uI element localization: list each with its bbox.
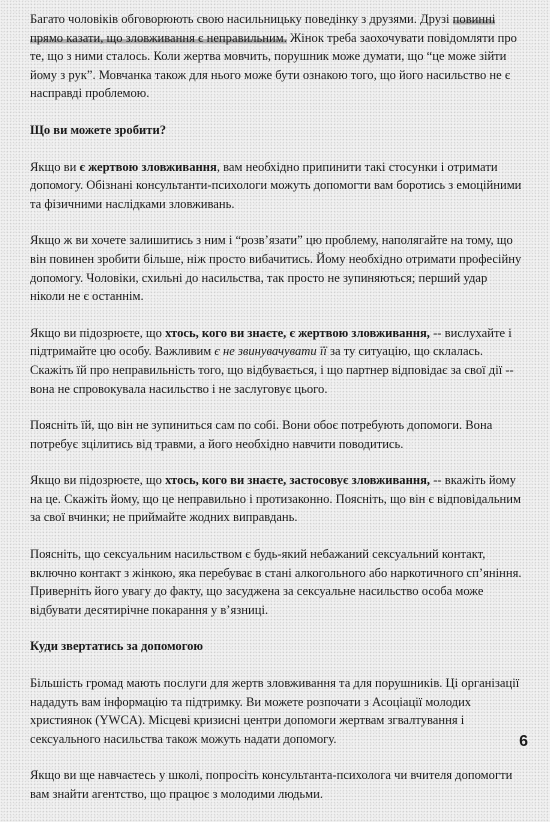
paragraph-text: -- вислухайте і підтримайте цю особу. Важливим (30, 325, 512, 359)
paragraph-victim (30, 158, 522, 214)
paragraph-text: Якщо ви (30, 159, 80, 174)
paragraph-stay: Якщо ж ви хочете залишитись з ним і “розв’язати” цю проблему, наполягайте на тому, що він повинен зробити більше, ніж просто вибачитись. Йому необхідно отримати професійну допомогу. Чоловіки, схильні до насильства, так просто не зупиняються; перший удар ніколи не є останнім. (30, 233, 522, 304)
highlighted-text: повинні прямо казати, що зловживання є неправильним. (30, 12, 496, 45)
emphasis-text: хтось, кого ви знаєте, є жертвою зловживання, (165, 325, 430, 340)
emphasis-text: хтось, кого ви знаєте, застосовує зловживання, (165, 473, 431, 488)
paragraph-text: за ту ситуацію, що склалась. Скажіть їй про неправильність того, що відбувається, і що партнер відповідає за свої дії -- вона не спровокувала насильство і не заслуговує цього. (30, 344, 514, 396)
paragraph-text: Якщо ви підозрюєте, що (30, 473, 166, 488)
paragraph-text: Жінок треба заохочувати повідомляти про те, що з ними сталось. Коли жертва мовчить, порушник може думати, що “це може зійти йому з рук”. Мовчанка також для нього може бути ознакою того, що його насильство не є насправді проблемою. (30, 30, 517, 101)
paragraph-text: Якщо ви підозрюєте, що (30, 325, 166, 340)
emphasis-text: є жертвою зловживання (79, 159, 217, 174)
section-heading-what-to-do: Що ви можете зробити? (30, 122, 167, 137)
paragraph-text: Багато чоловіків обговорюють свою насильницьку поведінку з друзями. Друзі (30, 12, 453, 26)
document-page (30, 10, 522, 822)
paragraph-school: Якщо ви ще навчаєтесь у школі, попросіть консультанта-психолога чи вчителя допомогти вам знайти агентство, що працює з молодими людьми. (30, 768, 513, 801)
paragraph-suspect-victim (30, 324, 522, 398)
page-number: 6 (519, 733, 528, 750)
section-heading-where-to-go: Куди звертатись за допомогою (30, 639, 204, 654)
paragraph-services: Більшість громад мають послуги для жертв зловживання та для порушників. Ці організації нададуть вам інформацію та підтримку. Ви можете розпочати з Асоціації молодих християнок (YWCA). Місцеві кризисні центри допомоги жертвам згвалтування і сексуального насильства також можуть надати допомогу. (30, 676, 520, 746)
paragraph-text: , вам необхідно припинити такі стосунки і отримати допомогу. Обізнані консультанти-психологи можуть допомогти вам боротись з емоційними та фізичними наслідками зловживань. (30, 159, 522, 211)
paragraph-friends (30, 10, 522, 103)
paragraph-text: -- вкажіть йому на це. Скажіть йому, що це неправильно і протизаконно. Поясніть, що він є відповідальним за свої вчинки; не приймайте жодних виправдань. (30, 473, 521, 525)
paragraph-explain-her: Поясніть їй, що він не зупиниться сам по собі. Вони обоє потребують допомоги. Вона потребує зцілитись від травми, а його необхідно навчити поводитись. (30, 418, 493, 451)
paragraph-sexual-violence: Поясніть, що сексуальним насильством є будь-який небажаний сексуальний контакт, включно контакт з жінкою, яка перебуває в стані алкогольного або наркотичного сп’яніння. Приверніть його увагу до факту, що засуджена за сексуальне насильство особа може відбувати десятирічне покарання у в’язниці. (30, 547, 522, 617)
paragraph-suspect-abuser (30, 471, 522, 527)
italic-text: є не звинувачувати її (214, 344, 327, 359)
